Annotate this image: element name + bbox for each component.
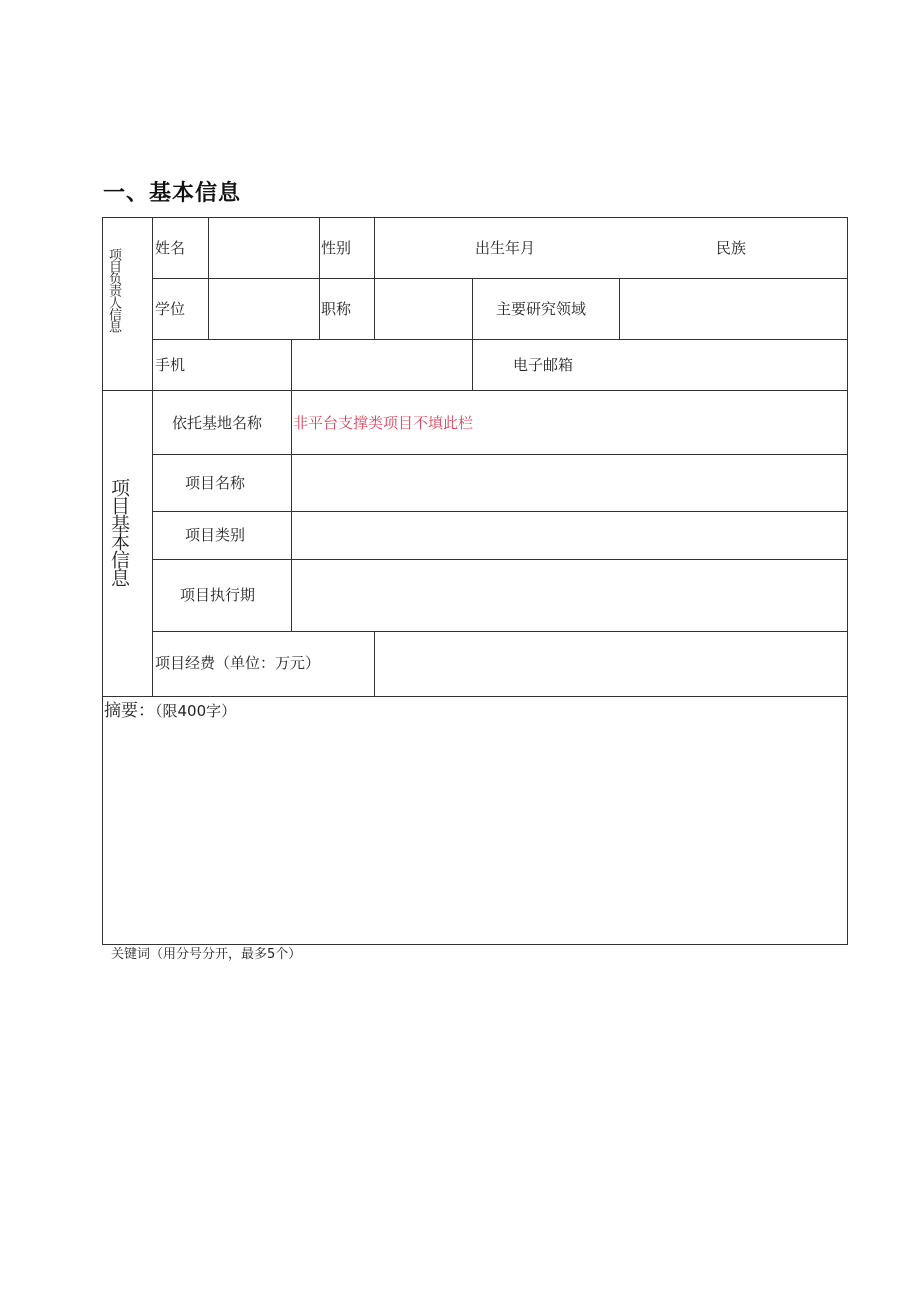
row-divider [102,696,848,697]
research-field-label: 主要研究领域 [496,300,587,318]
ethnicity-label: 民族 [716,239,747,257]
phone-label: 手机 [155,356,186,374]
project-period-input[interactable] [292,560,847,631]
email-input[interactable] [600,340,847,390]
project-category-label: 项目类别 [185,526,246,544]
project-name-label: 项目名称 [185,474,246,492]
project-budget-label: 项目经费（单位：万元） [155,654,321,672]
gender-label: 性别 [321,239,352,257]
abstract-heading [104,700,236,722]
project-name-input[interactable] [292,455,847,511]
abstract-label: 摘要： [104,701,155,721]
base-name-input[interactable] [292,391,847,454]
column-divider [152,217,153,696]
keywords-label: 关键词（用分号分开，最多5个） [111,947,302,962]
project-period-label: 项目执行期 [180,586,256,604]
base-name-label: 依托基地名称 [172,414,263,432]
name-input[interactable] [209,218,319,278]
project-info-group-label: 项目基本信息 [108,478,130,586]
degree-input[interactable] [209,279,319,339]
base-name-hint: 非平台支撑类项目不填此栏 [293,414,474,432]
abstract-word-limit: （限400字） [155,702,237,720]
job-title-label: 职称 [321,300,352,318]
birth-date-label: 出生年月 [475,239,536,257]
leader-info-group-label: 项目负责人信息 [106,248,121,332]
column-divider [319,217,320,339]
gender-input[interactable] [375,218,470,278]
section-heading: 一、基本信息 [103,181,242,206]
degree-label: 学位 [155,300,186,318]
abstract-input[interactable] [103,726,847,944]
ethnicity-input[interactable] [752,218,847,278]
email-label: 电子邮箱 [513,356,574,374]
research-field-input[interactable] [620,279,847,339]
name-label: 姓名 [155,239,186,257]
project-category-input[interactable] [292,512,847,559]
birth-date-input[interactable] [545,218,710,278]
phone-input[interactable] [292,340,472,390]
column-divider [472,278,473,390]
job-title-input[interactable] [375,279,472,339]
project-budget-input[interactable] [375,632,847,696]
